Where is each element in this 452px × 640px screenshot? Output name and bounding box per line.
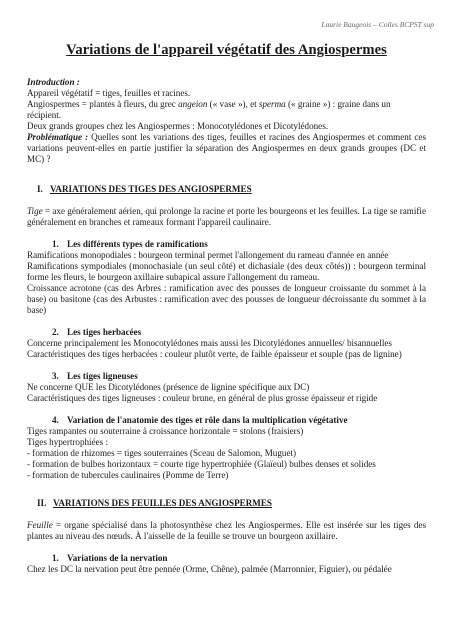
- subsection-1-2-heading: 2. Les tiges herbacées: [52, 327, 142, 337]
- subsection-1-2-p1: Concerne principalement les Monocotylédones mais aussi les Dicotylédones annuelles/ bisannuelles: [27, 338, 392, 348]
- section-2-heading: II. VARIATIONS DES FEUILLES DES ANGIOSPERMES: [37, 498, 272, 508]
- subsection-1-3-p1: Ne concerne QUE les Dicotylédones (présence de lignine spécifique aux DC): [27, 382, 310, 392]
- intro-heading: Introduction :: [27, 77, 80, 87]
- intro-line-2: Angiospermes = plantes à fleurs, du grec angeion (« vase »), et sperma (« graine ») : graine dans un récipient.: [27, 99, 391, 120]
- subsection-1-1-heading: 1. Les différents types de ramifications: [52, 239, 208, 249]
- subsection-1-4-p5: - formation de tubercules caulinaires (Pomme de Terre): [27, 470, 229, 480]
- subsection-1-1-p3: Croissance acrotone (cas des Arbres : ramification avec des pousses de longueur croissante du sommet à la base) ou basitone (cas des Arbustes : ramification avec des pousses de longueur décroissante du sommet à la base): [27, 283, 426, 315]
- problematique: Problématique : Quelles sont les variations des tiges, feuilles et racines des Angiospermes et comment ces variations peuvent-elles en partie justifier la séparation des Angiospermes en deux grands groupes (DC et MC) ?: [27, 132, 426, 164]
- subsection-2-1-p1: Chez les DC la nervation peut être pennée (Orme, Chêne), palmée (Marronnier, Figuier), ou pédalée: [27, 564, 392, 574]
- section-2-definition: Feuille = organe spécialisé dans la photosynthèse chez les Angiospermes. Elle est insérée sur les tiges des plantes au niveau des nœuds. À l'aisselle de la feuille se trouve un bourgeon axillaire.: [27, 520, 426, 541]
- intro-line-3: Deux grands groupes chez les Angiospermes : Monocotylédones et Dicotylédones.: [27, 121, 329, 131]
- subsection-1-4-p3: - formation de rhizomes = tiges souterraines (Sceau de Salomon, Muguet): [27, 448, 297, 458]
- section-1-heading: I. VARIATIONS DES TIGES DES ANGIOSPERMES: [37, 184, 252, 194]
- subsection-1-3-heading: 3. Les tiges ligneuses: [52, 371, 138, 381]
- subsection-1-1-p1: Ramifications monopodiales : bourgeon terminal permet l'allongement du rameau d'année en année: [27, 250, 389, 260]
- section-1-definition: Tige = axe généralement aérien, qui prolonge la racine et porte les bourgeons et les feuilles. La tige se ramifie généralement en branches et rameaux formant l'appareil caulinaire.: [27, 206, 426, 227]
- author-header: Laurie Baugeois – Colles BCPST sup: [321, 20, 434, 29]
- intro-line-1: Appareil végétatif = tiges, feuilles et racines.: [27, 88, 191, 98]
- subsection-1-1-p2: Ramifications sympodiales (monochasiale (un seul côté) et dichasiale (des deux côtés)) : bourgeon terminal forme les fleurs, le bourgeon axillaire subapical assure l'allongement du rameau.: [27, 261, 426, 282]
- subsection-1-2-p2: Caractéristiques des tiges herbacées : couleur plutôt verte, de faible épaisseur et souple (pas de lignine): [27, 349, 402, 359]
- subsection-1-4-p4: - formation de bulbes horizontaux = courte tige hypertrophiée (Glaïeul) bulbes denses et solides: [27, 459, 376, 469]
- subsection-1-4-heading: 4. Variation de l'anatomie des tiges et rôle dans la multiplication végétative: [52, 415, 348, 425]
- subsection-1-4-p2: Tiges hypertrophiées :: [27, 437, 108, 447]
- subsection-1-4-p1: Tiges rampantes ou souterraine à croissance horizontale = stolons (fraisiers): [27, 426, 304, 436]
- subsection-2-1-heading: 1. Variations de la nervation: [52, 553, 168, 563]
- subsection-1-3-p2: Caractéristiques des tiges ligneuses : couleur brune, en général de plus grosse épaisseur et rigide: [27, 393, 378, 403]
- page-title: Variations de l'appareil végétatif des Angiospermes: [66, 42, 387, 58]
